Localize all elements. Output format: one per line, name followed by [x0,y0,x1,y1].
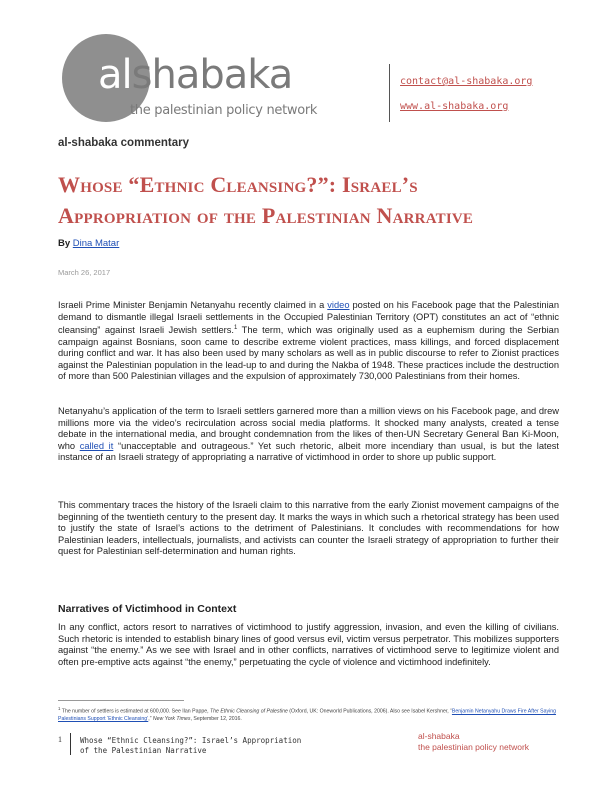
body-paragraph-4: In any conflict, actors resort to narratives of victimhood to justify aggression, invasion, and even the killing of civilians. Such rhetoric is intended to establish binary lines of good versus evil, victim versus perpetrator. This mobilizes supporters against “the enemy.” As we see with Israel and in other conflicts, narratives of victimhood serve to legitimize violent and often pre-emptive acts against “the enemy,” perpetuating the cycle of violence and victimhood indefinitely. [58,622,559,667]
video-link[interactable]: video [327,300,350,310]
paragraph-text: “unacceptable and outrageous.” Yet such rhetoric, albeit more incendiary than usual, is but the latest instance of an Israeli strategy of appropriating a narrative of victimhood in order to shore up public support. [58,440,559,462]
section-heading: Narratives of Victimhood in Context [58,603,237,615]
footer-title-line-2: of the Palestinian Narrative [80,746,207,755]
article-title-line-1: Whose “Ethnic Cleansing?”: Israel’s [58,172,418,197]
byline [58,238,119,249]
paragraph-text: posted on his Facebook page that the Palestinian demand to dismantle illegal Israeli settlements in the Occupied Palestinian Territory (OPT) constitutes an act of “ethnic cleansing” against Israeli Jewish settlers. [58,300,559,336]
footer-divider [70,733,71,755]
paragraph-text: The term, which was originally used as a euphemism during the Serbian campaign against Bosnians, soon came to describe extreme violent practices, mass killings, and forced displacement during conflict and war. It has also been used by many scholars as well as in public discourse to refer to Zionist practices against the Palestinian population in the lead-up to and during the Nakba of 1948. These practices include the destruction of more than 500 Palestinian villages and the expulsion of approximately 730,000 Palestinians from their homes. [58,325,560,382]
footnote-text: ,” [148,715,153,722]
footer-brand [418,731,529,753]
footnote-text: The number of settlers is estimated at 600,000. See Ilan Pappe, [60,708,210,715]
author-link[interactable]: Dina Matar [72,238,120,249]
body-paragraph-3: This commentary traces the history of the Israeli claim to this narrative from the early Zionist movement campaigns of the beginning of the twentieth century to the present day. It marks the ways in which such a rhetorical strategy has been used to justify the state of Israel’s actions to the detriment of Palestinians. It concludes with recommendations for how Palestinian leaders, intellectuals, journalists, and activists can counter the Israeli strategy of appropriation to further their quest for Palestinian self-determination and human rights. [58,500,559,556]
page-number: 1 [58,735,62,744]
footnote-text: , September 12, 2016. [190,715,242,722]
footnote-article-link[interactable]: Benjamin Netanyahu Draws Fire After Saying Palestinians Support ‘Ethnic Cleansing’ [58,708,557,722]
logo-tagline: the palestinian policy network [130,103,318,118]
publish-date: March 26, 2017 [58,268,111,277]
website-link[interactable]: www.al-shabaka.org [400,101,509,112]
paragraph-text: Netanyahu’s application of the term to Israeli settlers garnered more than a million views on his Facebook page, and drew millions more via the video’s recirculation across social media platforms. It shocked many analysts, created a tense debate in the international media, and brought condemnation from the likes of then-UN Secretary General Ban Ki-Moon, who [58,406,559,451]
body-paragraph-2 [58,406,559,464]
header-divider [389,64,390,122]
logo-shabaka: shabaka [131,52,293,98]
footnote-1 [58,705,559,723]
called-it-link[interactable]: called it [79,440,114,451]
paragraph-text: Israeli Prime Minister Benjamin Netanyahu recently claimed in a [58,300,328,310]
body-paragraph-1 [58,300,559,383]
commentary-label: al-shabaka commentary [58,137,190,149]
footnote-ref-1[interactable]: 1 [234,325,238,331]
contact-email-link[interactable]: contact@al-shabaka.org [400,76,533,87]
footer-brand-tagline: the palestinian policy network [418,742,530,752]
footnote-book-title: The Ethnic Cleansing of Palestine [210,708,288,715]
article-title-line-2: Appropriation of the Palestinian Narrative [58,203,474,228]
footnote-text: (Oxford, UK: Oneworld Publications, 2006). Also see Isabel Kershner, “ [287,708,452,715]
logo-wordmark [98,52,292,98]
byline-prefix: By [58,238,73,249]
footer-brand-name: al-shabaka [418,731,460,741]
footnote-newspaper: New York Times [152,715,191,722]
logo-al: al [98,52,132,98]
footer-title-line-1: Whose “Ethnic Cleansing?”: Israel’s Appropriation [80,736,302,745]
footnote-number: 1 [58,706,61,711]
footnote-divider [58,700,184,701]
